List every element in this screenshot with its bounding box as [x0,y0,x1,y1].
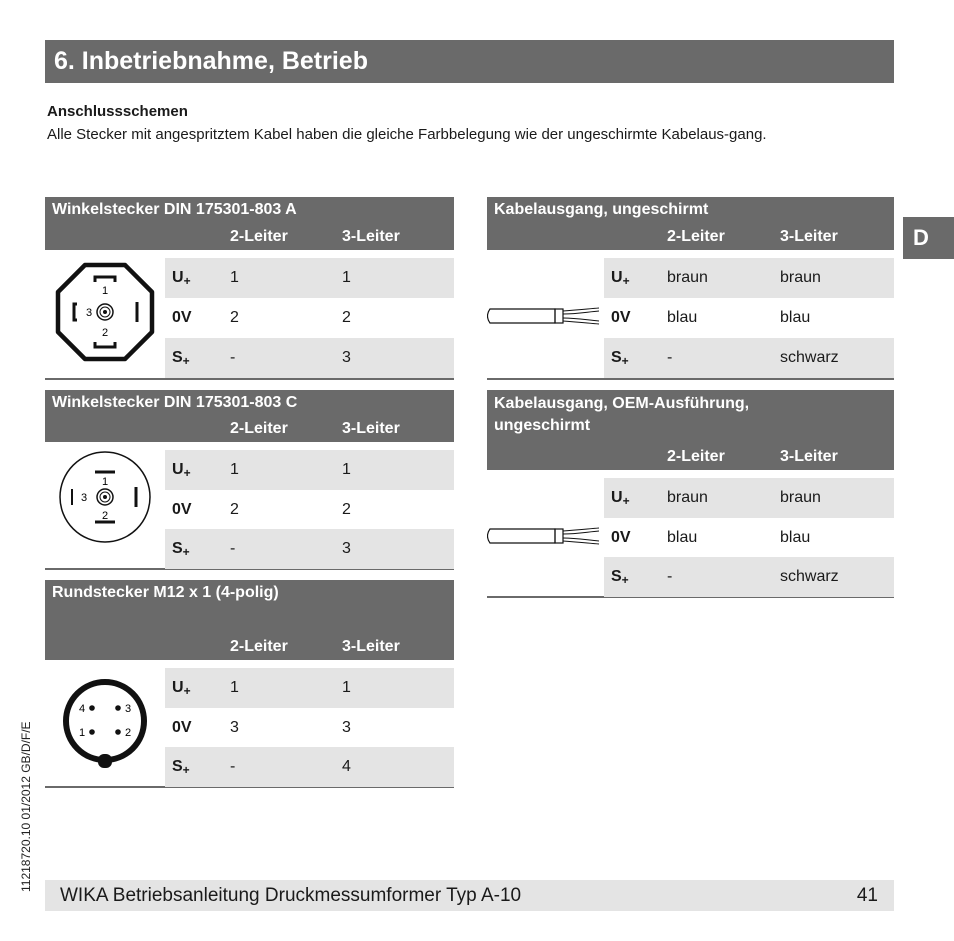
table-title: Winkelstecker DIN 175301-803 C [52,394,298,411]
table-cable-unshielded [487,197,894,380]
cell-3-leiter: schwarz [780,349,839,366]
pin-label: 1 [78,727,86,739]
cell-2-leiter: 3 [230,719,239,736]
table-row [165,258,454,298]
cell-3-leiter: schwarz [780,568,839,585]
intro-title: Anschlussschemen [47,103,188,120]
col-header-2-leiter: 2-Leiter [230,420,288,437]
page-number: 41 [856,885,878,906]
col-header-3-leiter: 3-Leiter [342,420,400,437]
signal-u-plus: $U_+$ [172,679,191,698]
section-title: 6. Inbetriebnahme, Betrieb [45,40,894,83]
table-m12 [45,580,454,788]
signal-u-plus: $U_+$ [611,269,630,288]
signal-s-plus: $S_+$ [611,568,629,587]
footer-text: WIKA Betriebsanleitung Druckmessumformer Typ A-10 [60,885,522,906]
table-din-a [45,197,454,380]
table-row [604,258,894,298]
table-row [604,557,894,597]
signal-s-plus: $S_+$ [172,349,190,368]
table-title: Winkelstecker DIN 175301-803 A [52,201,297,218]
table-row [165,747,454,787]
col-header-3-leiter: 3-Leiter [780,448,838,465]
pin-label: 2 [124,727,132,739]
table-title: Kabelausgang, ungeschirmt [494,201,709,218]
table-row [165,490,454,530]
cell-2-leiter: 2 [230,501,239,518]
table-row [165,668,454,708]
cell-3-leiter: braun [780,489,821,506]
table-row [604,478,894,518]
table-title-line-1: Kabelausgang, OEM-Ausführung, [494,395,750,412]
table-row [165,298,454,338]
table-row [165,338,454,378]
cell-2-leiter: 1 [230,461,239,478]
cell-3-leiter: 2 [342,501,351,518]
cell-3-leiter: blau [780,529,811,546]
pin-label: 2 [101,510,109,522]
table-row [165,529,454,569]
cell-3-leiter: 1 [342,679,351,696]
signal-s-plus: $S_+$ [172,758,190,777]
language-tab: D [903,217,954,259]
cell-2-leiter: braun [667,489,708,506]
cell-2-leiter: - [230,349,236,366]
cable-diagram [487,526,603,546]
table-title-line-2: ungeschirmt [494,417,591,434]
col-header-3-leiter: 3-Leiter [342,228,400,245]
cell-2-leiter: - [667,568,673,585]
cable-diagram [487,306,603,326]
pin-label: 2 [101,327,109,339]
table-din-c [45,390,454,570]
signal-u-plus: $U_+$ [611,489,630,508]
signal-0v: 0V [172,309,192,326]
cell-3-leiter: 1 [342,461,351,478]
table-row [165,450,454,490]
signal-0v: 0V [611,309,631,326]
col-header-2-leiter: 2-Leiter [667,448,725,465]
document-code: 11218720.10 01/2012 GB/D/F/E [19,721,33,892]
page-footer [45,880,894,911]
table-row [604,518,894,558]
col-header-2-leiter: 2-Leiter [230,228,288,245]
col-header-3-leiter: 3-Leiter [342,638,400,655]
cell-2-leiter: 1 [230,679,239,696]
table-cable-oem [487,390,894,598]
cell-2-leiter: 1 [230,269,239,286]
cell-2-leiter: braun [667,269,708,286]
pin-label: 1 [101,476,109,488]
table-row [165,708,454,748]
cell-3-leiter: braun [780,269,821,286]
cell-2-leiter: - [667,349,673,366]
pin-label: 4 [78,703,86,715]
col-header-2-leiter: 2-Leiter [230,638,288,655]
col-header-3-leiter: 3-Leiter [780,228,838,245]
table-row [604,338,894,378]
cell-3-leiter: 3 [342,540,351,557]
pin-label: 3 [85,307,93,319]
cell-2-leiter: blau [667,529,698,546]
cell-2-leiter: - [230,540,236,557]
pin-label: 3 [80,492,88,504]
signal-s-plus: $S_+$ [172,540,190,559]
cell-2-leiter: blau [667,309,698,326]
cell-3-leiter: 4 [342,758,351,775]
signal-0v: 0V [172,719,192,736]
table-title [494,393,749,437]
cell-2-leiter: - [230,758,236,775]
cell-3-leiter: 3 [342,719,351,736]
cell-3-leiter: 3 [342,349,351,366]
col-header-2-leiter: 2-Leiter [667,228,725,245]
signal-s-plus: $S_+$ [611,349,629,368]
signal-0v: 0V [611,529,631,546]
cell-3-leiter: 2 [342,309,351,326]
cell-3-leiter: 1 [342,269,351,286]
table-title: Rundstecker M12 x 1 (4-polig) [52,584,279,601]
signal-u-plus: $U_+$ [172,269,191,288]
m12-connector-diagram [60,676,150,772]
intro-text: Alle Stecker mit angespritztem Kabel haben die gleiche Farbbelegung wie der ungeschirmte Kabelaus-gang. [47,126,767,143]
table-row [604,298,894,338]
pin-label: 1 [101,285,109,297]
din-a-connector-diagram [55,262,155,362]
cell-3-leiter: blau [780,309,811,326]
signal-0v: 0V [172,501,192,518]
din-c-connector-diagram [58,450,152,544]
cell-2-leiter: 2 [230,309,239,326]
signal-u-plus: $U_+$ [172,461,191,480]
pin-label: 3 [124,703,132,715]
